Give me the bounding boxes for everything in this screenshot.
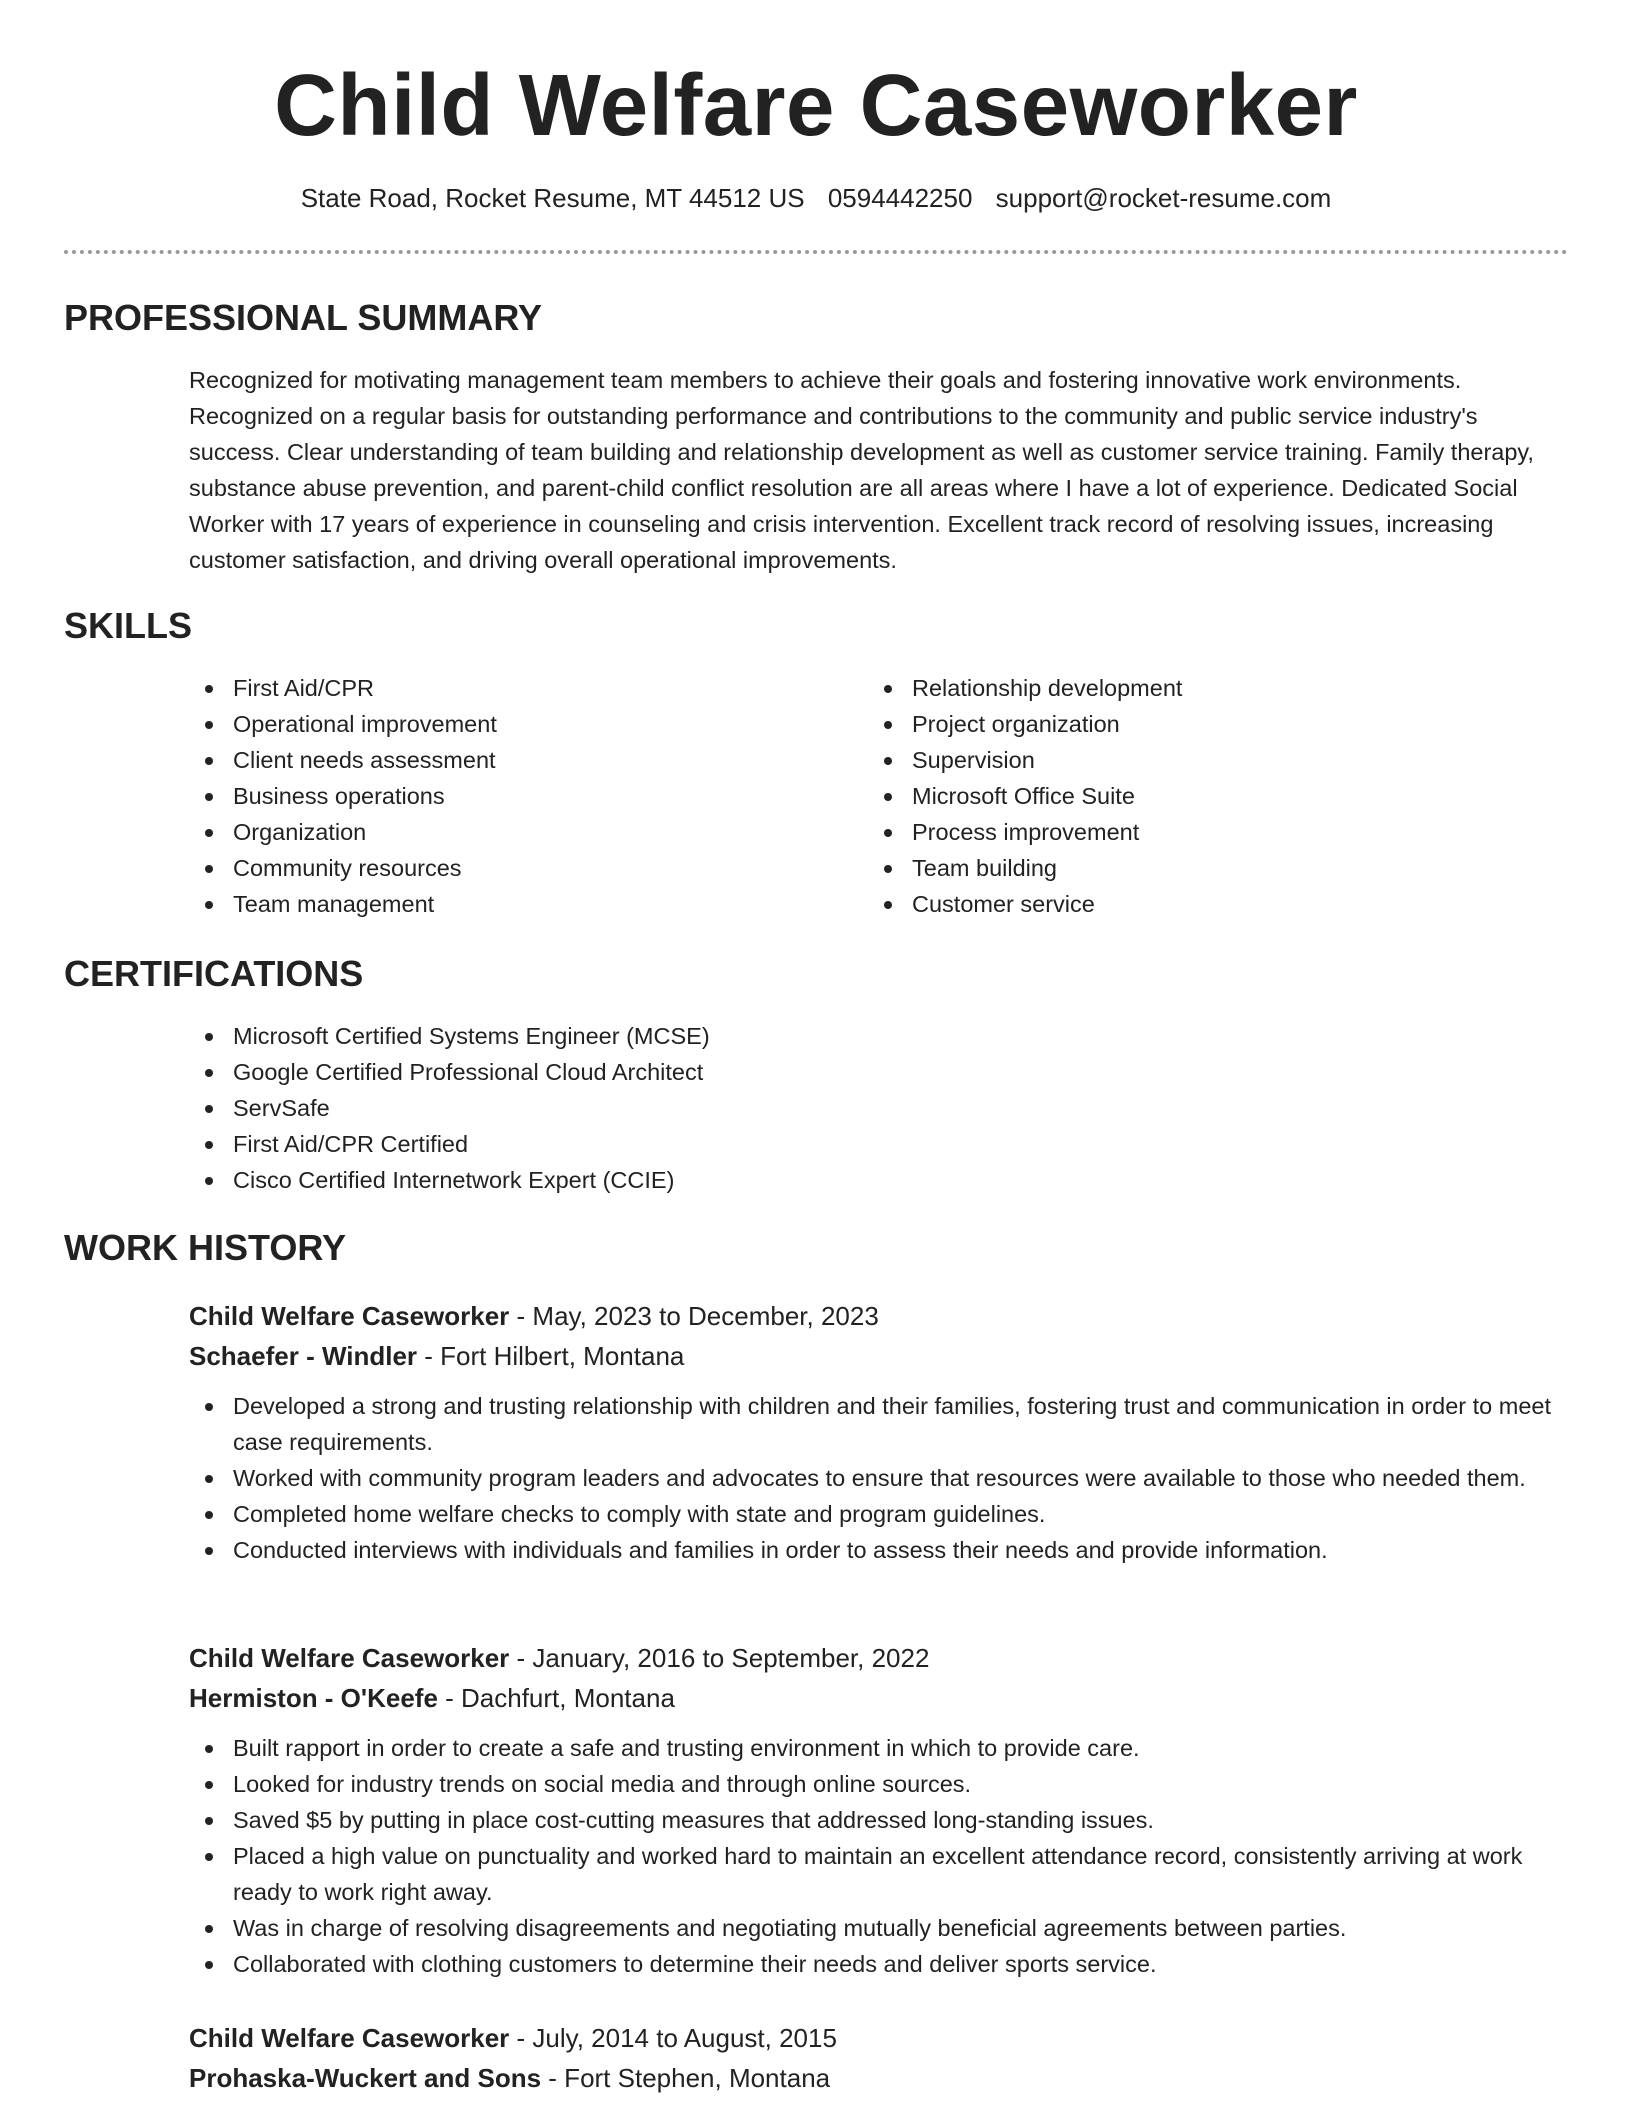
summary-heading: PROFESSIONAL SUMMARY xyxy=(64,297,543,338)
skill-item: Relationship development xyxy=(868,670,1508,706)
contact-address: State Road, Rocket Resume, MT 44512 US xyxy=(300,183,805,213)
skills-list-right xyxy=(868,670,1508,922)
job-company: Prohaska-Wuckert and Sons xyxy=(189,2063,542,2093)
skill-item: Operational improvement xyxy=(189,706,829,742)
certification-item: Google Certified Professional Cloud Architect xyxy=(189,1054,1568,1090)
certification-item: Microsoft Certified Systems Engineer (MCSE) xyxy=(189,1018,1568,1054)
job-bullet: Collaborated with clothing customers to determine their needs and deliver sports service. xyxy=(189,1946,1568,1982)
skill-item: Customer service xyxy=(868,886,1508,922)
certification-item: First Aid/CPR Certified xyxy=(189,1126,1568,1162)
skills-column-left xyxy=(189,670,829,922)
skill-item: Client needs assessment xyxy=(189,742,829,778)
job-bullets xyxy=(189,1388,1568,1568)
contact-line xyxy=(64,182,1568,214)
job-entry xyxy=(189,1296,1568,1568)
job-location: - Fort Stephen, Montana xyxy=(541,2063,831,2093)
job-bullet: Was in charge of resolving disagreements and negotiating mutually beneficial agreements between parties. xyxy=(189,1910,1568,1946)
job-bullet: Built rapport in order to create a safe and trusting environment in which to provide care. xyxy=(189,1730,1568,1766)
job-company-line xyxy=(189,1336,1568,1376)
certifications-list xyxy=(189,1018,1568,1198)
work-history-heading: WORK HISTORY xyxy=(64,1227,347,1268)
job-bullet: Completed home welfare checks to comply with state and program guidelines. xyxy=(189,1496,1568,1532)
job-bullet: Placed a high value on punctuality and worked hard to maintain an excellent attendance record, consistently arriving at work ready to work right away. xyxy=(189,1838,1568,1910)
certification-item: Cisco Certified Internetwork Expert (CCIE) xyxy=(189,1162,1568,1198)
skill-item: Project organization xyxy=(868,706,1508,742)
summary-text: Recognized for motivating management team members to achieve their goals and fostering innovative work environments. Recognized on a regular basis for outstanding performance and contributions to the community and public service industry's success. Clear understanding of team building and relationship development as well as customer service training. Family therapy, substance abuse prevention, and parent-child conflict resolution are all areas where I have a lot of experience. Dedicated Social Worker with 17 years of experience in counseling and crisis intervention. Excellent track record of resolving issues, increasing customer satisfaction, and driving overall operational improvements. xyxy=(189,367,1534,573)
job-dates: - May, 2023 to December, 2023 xyxy=(509,1301,879,1331)
job-company: Schaefer - Windler xyxy=(189,1341,418,1371)
job-company-line xyxy=(189,1678,1568,1718)
skill-item: First Aid/CPR xyxy=(189,670,829,706)
job-company-line xyxy=(189,2058,1568,2098)
job-bullets xyxy=(189,1730,1568,1982)
job-title: Child Welfare Caseworker xyxy=(189,2023,510,2053)
skill-item: Team building xyxy=(868,850,1508,886)
resume-name: Child Welfare Caseworker xyxy=(274,57,1358,154)
certifications-block xyxy=(189,1018,1568,1198)
skills-heading: SKILLS xyxy=(64,605,193,646)
skill-item: Community resources xyxy=(189,850,829,886)
job-location: - Dachfurt, Montana xyxy=(437,1683,675,1713)
skill-item: Organization xyxy=(189,814,829,850)
job-bullet: Saved $5 by putting in place cost-cutting measures that addressed long-standing issues. xyxy=(189,1802,1568,1838)
skill-item: Team management xyxy=(189,886,829,922)
job-location: - Fort Hilbert, Montana xyxy=(417,1341,685,1371)
contact-phone: 0594442250 xyxy=(827,183,973,213)
header-divider xyxy=(64,250,1568,254)
contact-email: support@rocket-resume.com xyxy=(995,183,1332,213)
job-bullet: Looked for industry trends on social media and through online sources. xyxy=(189,1766,1568,1802)
job-company: Hermiston - O'Keefe xyxy=(189,1683,438,1713)
job-entry xyxy=(189,2018,1568,2098)
skill-item: Business operations xyxy=(189,778,829,814)
job-title: Child Welfare Caseworker xyxy=(189,1301,510,1331)
skills-list-left xyxy=(189,670,829,922)
skill-item: Supervision xyxy=(868,742,1508,778)
job-bullet: Conducted interviews with individuals and families in order to assess their needs and provide information. xyxy=(189,1532,1568,1568)
job-title-line xyxy=(189,2018,1568,2058)
job-title: Child Welfare Caseworker xyxy=(189,1643,510,1673)
skill-item: Microsoft Office Suite xyxy=(868,778,1508,814)
skills-column-right xyxy=(868,670,1508,922)
job-dates: - July, 2014 to August, 2015 xyxy=(509,2023,837,2053)
skill-item: Process improvement xyxy=(868,814,1508,850)
job-dates: - January, 2016 to September, 2022 xyxy=(509,1643,930,1673)
job-title-line xyxy=(189,1296,1568,1336)
job-entry xyxy=(189,1638,1568,1982)
job-title-line xyxy=(189,1638,1568,1678)
certification-item: ServSafe xyxy=(189,1090,1568,1126)
job-bullet: Developed a strong and trusting relationship with children and their families, fostering trust and communication in order to meet case requirements. xyxy=(189,1388,1568,1460)
certifications-heading: CERTIFICATIONS xyxy=(64,953,364,994)
job-bullet: Worked with community program leaders and advocates to ensure that resources were available to those who needed them. xyxy=(189,1460,1568,1496)
